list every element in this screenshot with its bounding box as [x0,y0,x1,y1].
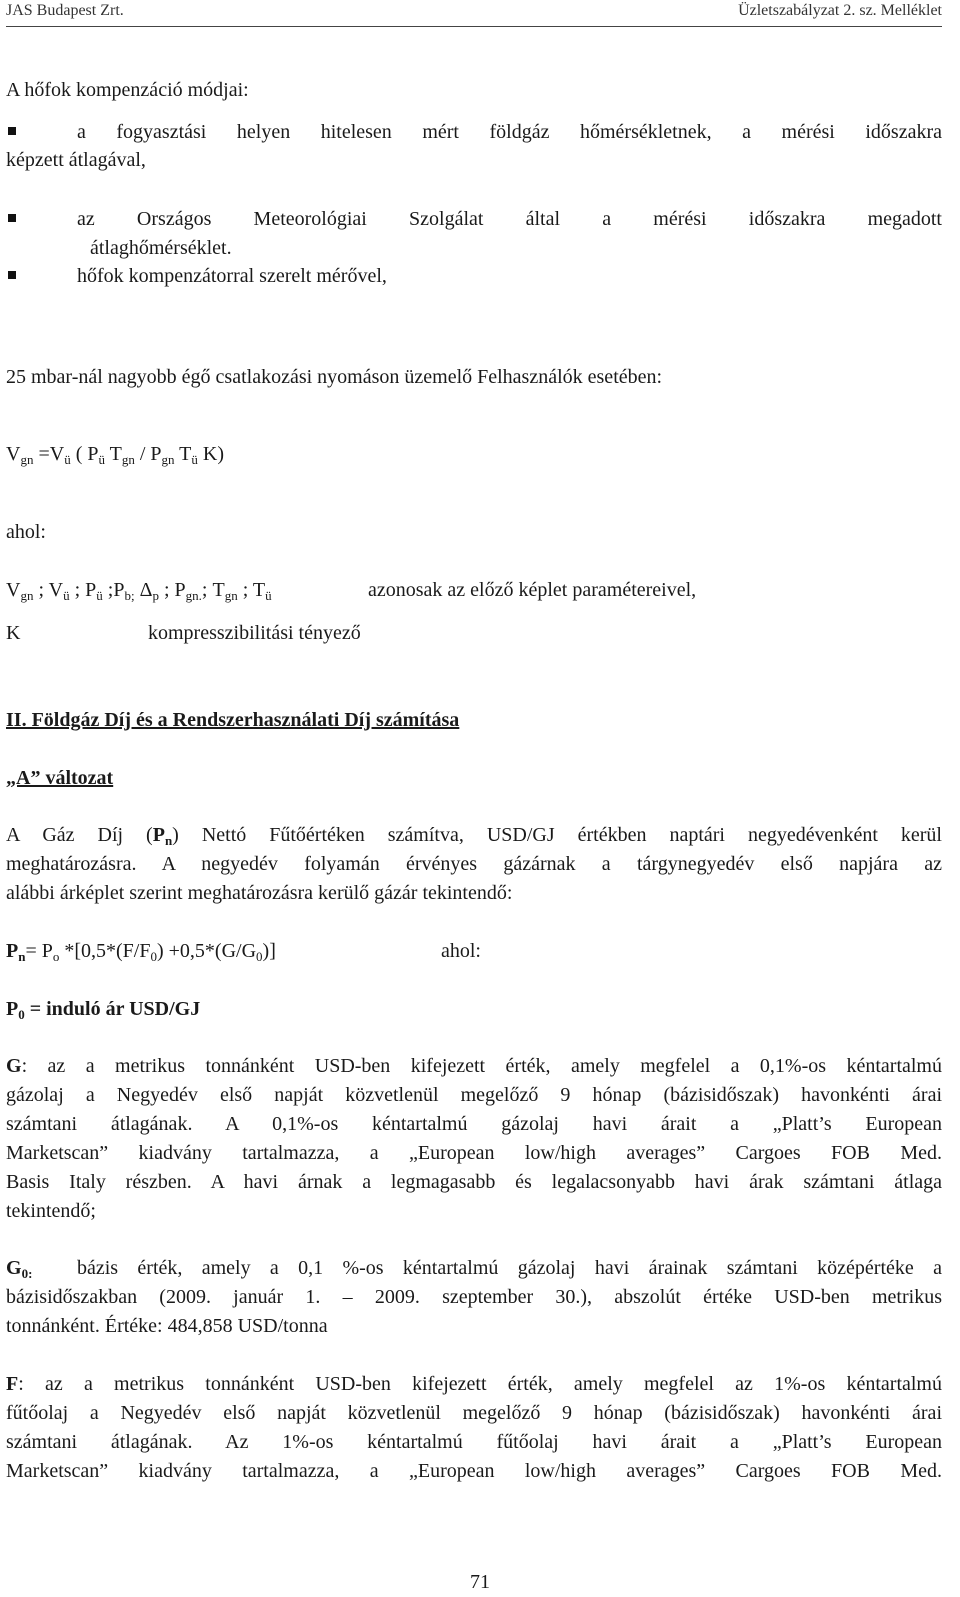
section-title: II. Földgáz Díj és a Rendszerhasználati Díj számítása [6,709,460,731]
bullet-icon [8,214,16,222]
g-paragraph-line: Marketscan” kiadvány tartalmazza, a „European low/high averages” Cargoes FOB Med. [6,1142,942,1164]
pn-paragraph-line: A Gáz Díj $(P_n)$ Nettó Fűtőértéken számítva, USD/GJ értékben naptári negyedévenként kerül [6,824,942,848]
bullet-2-text: az Országos Meteorológiai Szolgálat által a mérési időszakra megadott [77,208,942,230]
header-divider [6,26,942,27]
f-paragraph-line: F: az a metrikus tonnánként USD-ben kifejezett érték, amely megfelel az 1%-os kéntartalmú [6,1373,942,1395]
price-formula: $P_n= P_o$ $*[0,5*(F/F_0) +0,5*(G/G_0)]$ [6,940,276,964]
parameter-list: $V_{gn}$ ; $V_ü$ ; $P_ü$ $;P_{b;}$ $\Delta_p$ ; $P_{gn.}$; $T_{gn}$ ; $T_ü$ [6,579,272,603]
g0-paragraph-line: tonnánként. Értéke: 484,858 USD/tonna [6,1315,328,1337]
g0-symbol: $G_{0:}$ [6,1257,33,1281]
g0-paragraph-line: bázisidőszakban (2009. január 1. – 2009. szeptember 30.), abszolút értéke USD-ben metrikus [6,1286,942,1308]
page-number: 71 [470,1571,490,1593]
f-paragraph-line: számtani átlagának. Az 1%-os kéntartalmú fűtőolaj havi árait a „Platt’s European [6,1431,942,1453]
header-company: JAS Budapest Zrt. [6,2,124,19]
g-paragraph-line: G: az a metrikus tonnánként USD-ben kifejezett érték, amely megfelel a 0,1%-os kéntartalmú [6,1055,942,1077]
g-paragraph-line: gázolaj a Negyedév első napját közvetlenül megelőző 9 hónap (bázisidőszak) havonkénti árai [6,1084,942,1106]
f-paragraph-line: fűtőolaj a Negyedév első napját közvetlenül megelőző 9 hónap (bázisidőszak) havonkénti árai [6,1402,942,1424]
formula-volume: $V_{gn} =V_ü$ ( $P_ü$ $T_{gn} / P_{gn}$ $T_ü$ K) [6,443,224,467]
bullet-2-continuation: átlaghőmérséklet. [90,237,232,259]
k-description: kompresszibilitási tényező [148,622,361,644]
bullet-1-continuation: képzett átlagával, [6,149,146,171]
p0-definition: $P_0$ = induló ár USD/GJ [6,998,201,1022]
k-symbol: K [6,622,21,644]
g0-paragraph-line: bázis érték, amely a 0,1 %-os kéntartalmú gázolaj havi árainak számtani középértéke a [77,1257,942,1279]
formula-where-label: ahol: [441,940,481,962]
bullet-1-text: a fogyasztási helyen hitelesen mért földgáz hőmérsékletnek, a mérési időszakra [77,121,942,143]
intro-text: A hőfok kompenzáció módjai: [6,79,249,101]
bullet-3-text: hőfok kompenzátorral szerelt mérővel, [77,265,387,287]
g-paragraph-line: Basis Italy részben. A havi árnak a legmagasabb és legalacsonyabb havi árak számtani átlaga [6,1171,942,1193]
pn-paragraph-line: alábbi árképlet szerint meghatározásra kerülő gázár tekintendő: [6,882,513,904]
bullet-icon [8,127,16,135]
header-document: Üzletszabályzat 2. sz. Melléklet [738,2,942,19]
where-label: ahol: [6,521,46,543]
bullet-icon [8,271,16,279]
g-paragraph-line: tekintendő; [6,1200,96,1222]
f-paragraph-line: Marketscan” kiadvány tartalmazza, a „European low/high averages” Cargoes FOB Med. [6,1460,942,1482]
g-paragraph-line: számtani átlagának. A 0,1%-os kéntartalmú gázolaj havi árait a „Platt’s European [6,1113,942,1135]
pressure-heading: 25 mbar-nál nagyobb égő csatlakozási nyomáson üzemelő Felhasználók esetében: [6,366,663,388]
pn-paragraph-line: meghatározásra. A negyedév folyamán érvényes gázárnak a tárgynegyedév első napjára az [6,853,942,875]
parameter-description: azonosak az előző képlet paramétereivel, [368,579,697,601]
variant-title: „A” változat [6,767,114,789]
